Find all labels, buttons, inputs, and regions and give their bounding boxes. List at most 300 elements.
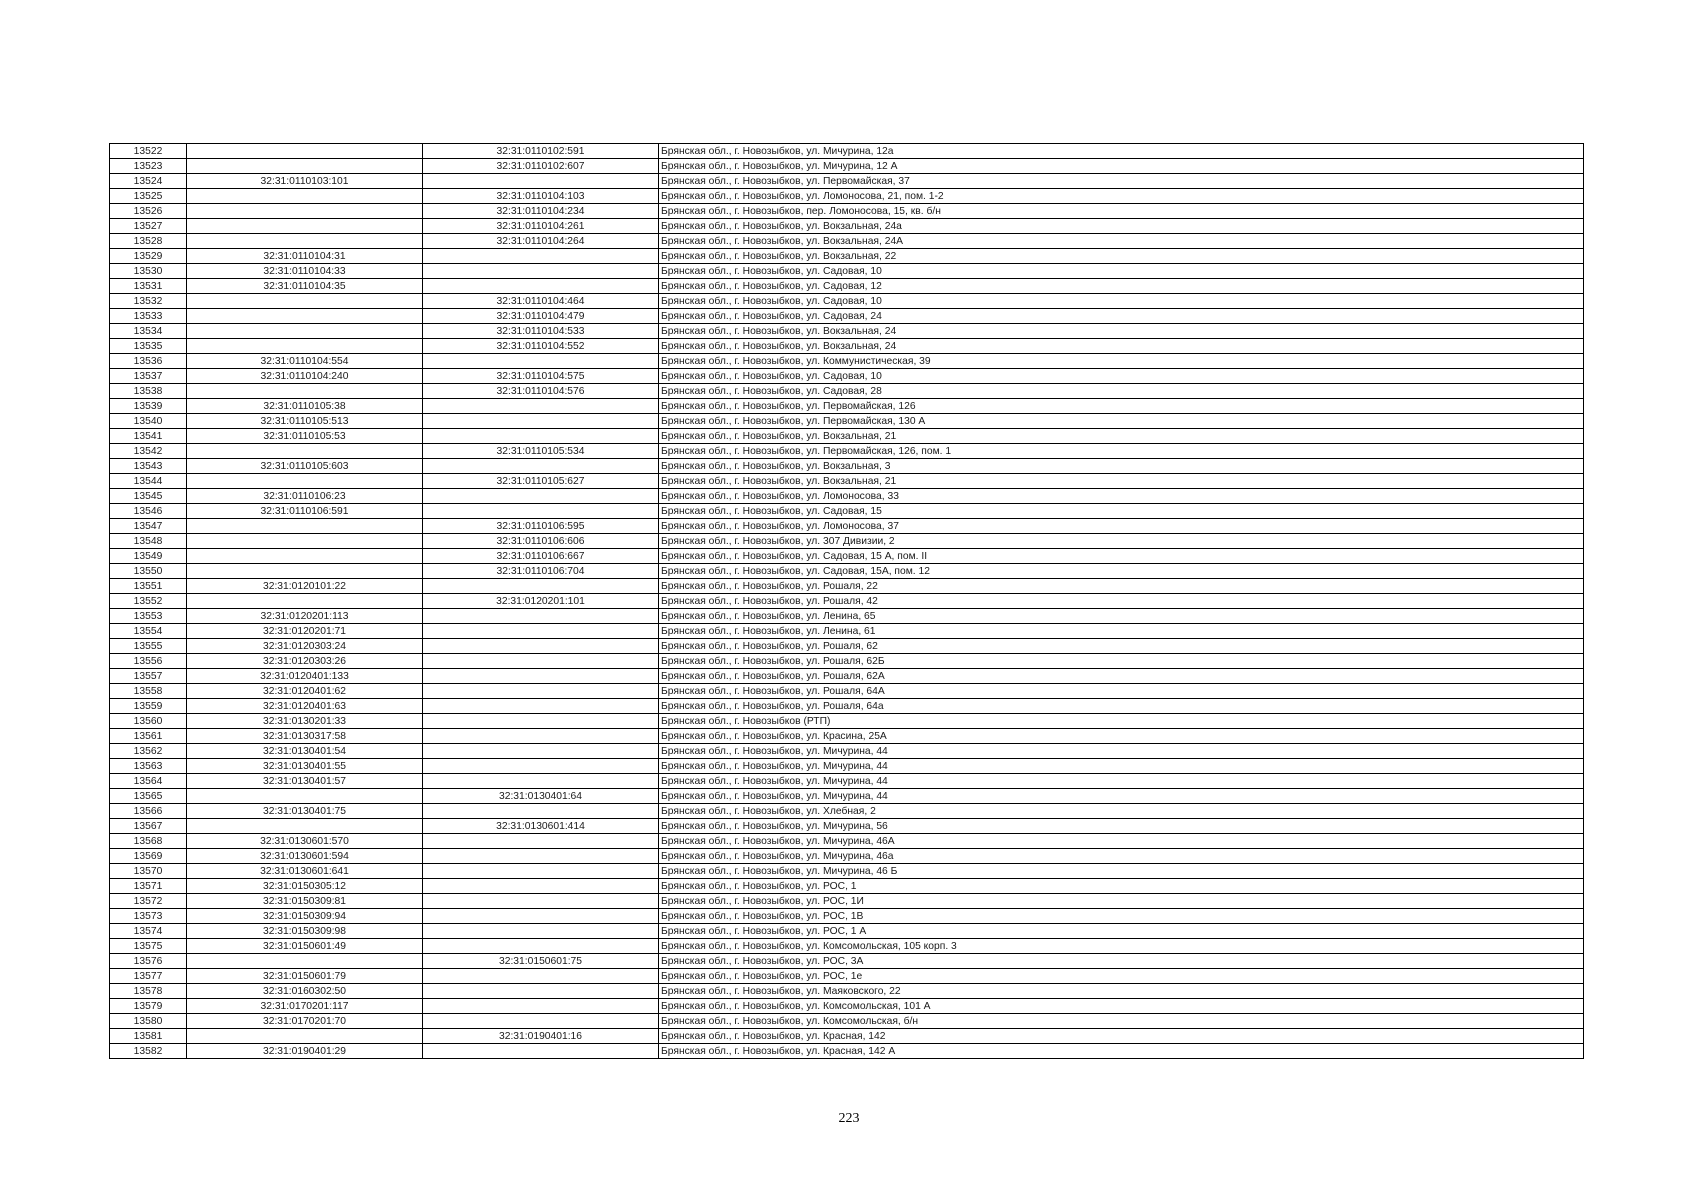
table-row xyxy=(110,879,1584,894)
table-row xyxy=(110,474,1584,489)
page-number: 223 xyxy=(838,1111,860,1126)
table-row xyxy=(110,249,1584,264)
address-cell: Брянская обл., г. Новозыбков, ул. Вокзальная, 24а xyxy=(659,219,1584,234)
cadastral-number-alt-cell: 32:31:0110104:575 xyxy=(423,369,659,384)
address-cell: Брянская обл., г. Новозыбков, ул. Ленина, 65 xyxy=(659,609,1584,624)
address-cell: Брянская обл., г. Новозыбков, ул. Мичурина, 46А xyxy=(659,834,1584,849)
address-cell: Брянская обл., г. Новозыбков, ул. Вокзальная, 21 xyxy=(659,474,1584,489)
cadastral-number-cell: 32:31:0150309:98 xyxy=(187,924,423,939)
row-number-cell: 13557 xyxy=(110,669,187,684)
cadastral-number-cell: 32:31:0130401:55 xyxy=(187,759,423,774)
cadastral-number-cell: 32:31:0130401:75 xyxy=(187,804,423,819)
cadastral-number-cell: 32:31:0130401:57 xyxy=(187,774,423,789)
cadastral-number-cell xyxy=(187,594,423,609)
row-number-cell: 13525 xyxy=(110,189,187,204)
cadastral-number-cell: 32:31:0130601:641 xyxy=(187,864,423,879)
cadastral-number-alt-cell: 32:31:0110104:552 xyxy=(423,339,659,354)
address-cell: Брянская обл., г. Новозыбков, ул. Садовая, 10 xyxy=(659,294,1584,309)
row-number-cell: 13573 xyxy=(110,909,187,924)
row-number-cell: 13577 xyxy=(110,969,187,984)
table-row xyxy=(110,564,1584,579)
cadastral-number-alt-cell: 32:31:0110104:533 xyxy=(423,324,659,339)
table-row xyxy=(110,924,1584,939)
cadastral-number-alt-cell xyxy=(423,774,659,789)
cadastral-number-alt-cell xyxy=(423,699,659,714)
address-cell: Брянская обл., г. Новозыбков, ул. Рошаля, 64А xyxy=(659,684,1584,699)
address-cell: Брянская обл., г. Новозыбков, ул. Садовая, 12 xyxy=(659,279,1584,294)
cadastral-number-alt-cell xyxy=(423,579,659,594)
cadastral-number-alt-cell xyxy=(423,414,659,429)
cadastral-number-cell xyxy=(187,519,423,534)
cadastral-number-alt-cell: 32:31:0110106:667 xyxy=(423,549,659,564)
cadastral-number-alt-cell xyxy=(423,879,659,894)
table-row xyxy=(110,159,1584,174)
cadastral-number-cell: 32:31:0110104:33 xyxy=(187,264,423,279)
table-row xyxy=(110,819,1584,834)
table-row xyxy=(110,969,1584,984)
cadastral-number-cell xyxy=(187,549,423,564)
cadastral-number-alt-cell: 32:31:0110102:591 xyxy=(423,144,659,159)
row-number-cell: 13574 xyxy=(110,924,187,939)
row-number-cell: 13564 xyxy=(110,774,187,789)
table-row xyxy=(110,429,1584,444)
cadastral-number-alt-cell xyxy=(423,684,659,699)
row-number-cell: 13551 xyxy=(110,579,187,594)
table-row xyxy=(110,699,1584,714)
table-row xyxy=(110,144,1584,159)
cadastral-number-cell: 32:31:0120401:62 xyxy=(187,684,423,699)
cadastral-number-alt-cell: 32:31:0110106:595 xyxy=(423,519,659,534)
address-cell: Брянская обл., г. Новозыбков, ул. Красина, 25А xyxy=(659,729,1584,744)
row-number-cell: 13542 xyxy=(110,444,187,459)
row-number-cell: 13556 xyxy=(110,654,187,669)
cadastral-number-cell: 32:31:0110105:38 xyxy=(187,399,423,414)
cadastral-number-cell: 32:31:0130201:33 xyxy=(187,714,423,729)
cadastral-number-alt-cell xyxy=(423,489,659,504)
table-row xyxy=(110,234,1584,249)
address-cell: Брянская обл., г. Новозыбков, ул. Первомайская, 37 xyxy=(659,174,1584,189)
row-number-cell: 13550 xyxy=(110,564,187,579)
table-row xyxy=(110,369,1584,384)
address-cell: Брянская обл., г. Новозыбков, ул. Комсомольская, 101 А xyxy=(659,999,1584,1014)
address-cell: Брянская обл., г. Новозыбков, ул. Ленина, 61 xyxy=(659,624,1584,639)
table-row xyxy=(110,444,1584,459)
cadastral-number-cell: 32:31:0110104:35 xyxy=(187,279,423,294)
address-cell: Брянская обл., г. Новозыбков, ул. Вокзальная, 3 xyxy=(659,459,1584,474)
cadastral-number-cell xyxy=(187,234,423,249)
cadastral-number-alt-cell xyxy=(423,864,659,879)
table-row xyxy=(110,954,1584,969)
address-cell: Брянская обл., г. Новозыбков, ул. Мичурина, 44 xyxy=(659,744,1584,759)
address-cell: Брянская обл., г. Новозыбков, ул. Первомайская, 126 xyxy=(659,399,1584,414)
address-cell: Брянская обл., г. Новозыбков, ул. Ломоносова, 21, пом. 1-2 xyxy=(659,189,1584,204)
address-cell: Брянская обл., г. Новозыбков, ул. РОС, 1И xyxy=(659,894,1584,909)
address-cell: Брянская обл., г. Новозыбков, ул. Садовая, 15 xyxy=(659,504,1584,519)
row-number-cell: 13582 xyxy=(110,1044,187,1059)
cadastral-number-cell: 32:31:0120303:26 xyxy=(187,654,423,669)
address-cell: Брянская обл., г. Новозыбков, ул. РОС, 1е xyxy=(659,969,1584,984)
row-number-cell: 13534 xyxy=(110,324,187,339)
table-row xyxy=(110,894,1584,909)
row-number-cell: 13552 xyxy=(110,594,187,609)
cadastral-number-alt-cell xyxy=(423,174,659,189)
cadastral-number-cell: 32:31:0130401:54 xyxy=(187,744,423,759)
address-cell: Брянская обл., г. Новозыбков, ул. Рошаля, 62А xyxy=(659,669,1584,684)
address-cell: Брянская обл., г. Новозыбков, ул. Маяковского, 22 xyxy=(659,984,1584,999)
address-cell: Брянская обл., г. Новозыбков, ул. Коммунистическая, 39 xyxy=(659,354,1584,369)
table-row xyxy=(110,414,1584,429)
cadastral-number-alt-cell xyxy=(423,714,659,729)
table-row xyxy=(110,174,1584,189)
cadastral-number-cell: 32:31:0190401:29 xyxy=(187,1044,423,1059)
cadastral-number-cell: 32:31:0110105:513 xyxy=(187,414,423,429)
cadastral-number-cell xyxy=(187,219,423,234)
table-row xyxy=(110,774,1584,789)
table-row xyxy=(110,459,1584,474)
table-row xyxy=(110,339,1584,354)
cadastral-number-alt-cell xyxy=(423,609,659,624)
table-row xyxy=(110,504,1584,519)
address-cell: Брянская обл., г. Новозыбков, ул. Рошаля, 64а xyxy=(659,699,1584,714)
row-number-cell: 13575 xyxy=(110,939,187,954)
table-row xyxy=(110,294,1584,309)
cadastral-number-alt-cell xyxy=(423,1014,659,1029)
row-number-cell: 13563 xyxy=(110,759,187,774)
row-number-cell: 13528 xyxy=(110,234,187,249)
cadastral-number-cell: 32:31:0110104:31 xyxy=(187,249,423,264)
table-row xyxy=(110,759,1584,774)
cadastral-number-alt-cell xyxy=(423,354,659,369)
table-row xyxy=(110,804,1584,819)
address-cell: Брянская обл., г. Новозыбков, ул. Ломоносова, 37 xyxy=(659,519,1584,534)
cadastral-number-alt-cell xyxy=(423,894,659,909)
address-cell: Брянская обл., г. Новозыбков, ул. Рошаля, 22 xyxy=(659,579,1584,594)
table-row xyxy=(110,909,1584,924)
cadastral-number-cell: 32:31:0130601:594 xyxy=(187,849,423,864)
row-number-cell: 13543 xyxy=(110,459,187,474)
address-cell: Брянская обл., г. Новозыбков, ул. Мичурина, 44 xyxy=(659,774,1584,789)
row-number-cell: 13546 xyxy=(110,504,187,519)
row-number-cell: 13522 xyxy=(110,144,187,159)
address-cell: Брянская обл., г. Новозыбков, ул. Рошаля, 62Б xyxy=(659,654,1584,669)
row-number-cell: 13579 xyxy=(110,999,187,1014)
address-cell: Брянская обл., г. Новозыбков, ул. Садовая, 15 А, пом. II xyxy=(659,549,1584,564)
address-cell: Брянская обл., г. Новозыбков, ул. Вокзальная, 22 xyxy=(659,249,1584,264)
row-number-cell: 13571 xyxy=(110,879,187,894)
cadastral-number-cell xyxy=(187,789,423,804)
table-row xyxy=(110,939,1584,954)
cadastral-number-cell xyxy=(187,144,423,159)
cadastral-number-alt-cell xyxy=(423,984,659,999)
address-cell: Брянская обл., г. Новозыбков, ул. Мичурина, 12а xyxy=(659,144,1584,159)
row-number-cell: 13560 xyxy=(110,714,187,729)
cadastral-number-alt-cell xyxy=(423,969,659,984)
cadastral-number-alt-cell xyxy=(423,459,659,474)
table-row xyxy=(110,1044,1584,1059)
cadastral-number-cell xyxy=(187,294,423,309)
cadastral-number-alt-cell: 32:31:0110106:606 xyxy=(423,534,659,549)
address-cell: Брянская обл., г. Новозыбков, ул. Красная, 142 А xyxy=(659,1044,1584,1059)
row-number-cell: 13566 xyxy=(110,804,187,819)
cadastral-number-cell xyxy=(187,384,423,399)
cadastral-number-alt-cell xyxy=(423,624,659,639)
cadastral-number-alt-cell: 32:31:0110102:607 xyxy=(423,159,659,174)
cadastral-number-alt-cell xyxy=(423,639,659,654)
table-row xyxy=(110,639,1584,654)
row-number-cell: 13559 xyxy=(110,699,187,714)
address-cell: Брянская обл., г. Новозыбков, ул. Рошаля, 62 xyxy=(659,639,1584,654)
row-number-cell: 13531 xyxy=(110,279,187,294)
row-number-cell: 13580 xyxy=(110,1014,187,1029)
address-cell: Брянская обл., г. Новозыбков, ул. Мичурина, 56 xyxy=(659,819,1584,834)
cadastral-number-alt-cell xyxy=(423,924,659,939)
table-row xyxy=(110,1014,1584,1029)
address-cell: Брянская обл., г. Новозыбков, ул. Хлебная, 2 xyxy=(659,804,1584,819)
address-cell: Брянская обл., г. Новозыбков, ул. Садовая, 10 xyxy=(659,264,1584,279)
row-number-cell: 13568 xyxy=(110,834,187,849)
cadastral-number-alt-cell xyxy=(423,264,659,279)
table-row xyxy=(110,1029,1584,1044)
table-row xyxy=(110,384,1584,399)
cadastral-number-alt-cell: 32:31:0110105:627 xyxy=(423,474,659,489)
row-number-cell: 13554 xyxy=(110,624,187,639)
address-cell: Брянская обл., г. Новозыбков, ул. Вокзальная, 24А xyxy=(659,234,1584,249)
table-row xyxy=(110,669,1584,684)
table-row xyxy=(110,594,1584,609)
table-row xyxy=(110,399,1584,414)
cadastral-number-alt-cell: 32:31:0110106:704 xyxy=(423,564,659,579)
address-cell: Брянская обл., г. Новозыбков, ул. Садовая, 24 xyxy=(659,309,1584,324)
cadastral-number-alt-cell: 32:31:0190401:16 xyxy=(423,1029,659,1044)
property-table-body xyxy=(110,144,1584,1059)
table-row xyxy=(110,189,1584,204)
cadastral-number-cell: 32:31:0150309:81 xyxy=(187,894,423,909)
row-number-cell: 13565 xyxy=(110,789,187,804)
table-row xyxy=(110,279,1584,294)
table-row xyxy=(110,219,1584,234)
row-number-cell: 13547 xyxy=(110,519,187,534)
cadastral-number-alt-cell xyxy=(423,399,659,414)
address-cell: Брянская обл., г. Новозыбков, ул. Вокзальная, 21 xyxy=(659,429,1584,444)
table-row xyxy=(110,549,1584,564)
row-number-cell: 13558 xyxy=(110,684,187,699)
cadastral-number-cell xyxy=(187,954,423,969)
cadastral-number-cell: 32:31:0150305:12 xyxy=(187,879,423,894)
cadastral-number-cell: 32:31:0150601:49 xyxy=(187,939,423,954)
address-cell: Брянская обл., г. Новозыбков, ул. Мичурина, 12 А xyxy=(659,159,1584,174)
property-table xyxy=(109,143,1584,1059)
address-cell: Брянская обл., г. Новозыбков, ул. РОС, 1В xyxy=(659,909,1584,924)
address-cell: Брянская обл., г. Новозыбков, ул. Мичурина, 46а xyxy=(659,849,1584,864)
cadastral-number-alt-cell xyxy=(423,429,659,444)
cadastral-number-alt-cell: 32:31:0110104:234 xyxy=(423,204,659,219)
cadastral-number-cell xyxy=(187,159,423,174)
table-row xyxy=(110,324,1584,339)
table-row xyxy=(110,519,1584,534)
cadastral-number-alt-cell xyxy=(423,279,659,294)
address-cell: Брянская обл., г. Новозыбков, ул. РОС, 1 А xyxy=(659,924,1584,939)
row-number-cell: 13549 xyxy=(110,549,187,564)
cadastral-number-alt-cell xyxy=(423,804,659,819)
cadastral-number-alt-cell xyxy=(423,249,659,264)
table-row xyxy=(110,849,1584,864)
cadastral-number-alt-cell xyxy=(423,729,659,744)
address-cell: Брянская обл., г. Новозыбков, ул. 307 Дивизии, 2 xyxy=(659,534,1584,549)
cadastral-number-cell xyxy=(187,339,423,354)
cadastral-number-alt-cell: 32:31:0120201:101 xyxy=(423,594,659,609)
row-number-cell: 13535 xyxy=(110,339,187,354)
table-row xyxy=(110,714,1584,729)
table-row xyxy=(110,609,1584,624)
address-cell: Брянская обл., г. Новозыбков, ул. Первомайская, 130 А xyxy=(659,414,1584,429)
cadastral-number-cell xyxy=(187,444,423,459)
row-number-cell: 13569 xyxy=(110,849,187,864)
row-number-cell: 13524 xyxy=(110,174,187,189)
cadastral-number-alt-cell xyxy=(423,834,659,849)
cadastral-number-alt-cell: 32:31:0110104:479 xyxy=(423,309,659,324)
cadastral-number-cell: 32:31:0170201:70 xyxy=(187,1014,423,1029)
table-row xyxy=(110,684,1584,699)
cadastral-number-cell xyxy=(187,819,423,834)
row-number-cell: 13555 xyxy=(110,639,187,654)
address-cell: Брянская обл., г. Новозыбков (РТП) xyxy=(659,714,1584,729)
cadastral-number-cell: 32:31:0150309:94 xyxy=(187,909,423,924)
table-row xyxy=(110,984,1584,999)
cadastral-number-alt-cell: 32:31:0110104:261 xyxy=(423,219,659,234)
cadastral-number-cell: 32:31:0120101:22 xyxy=(187,579,423,594)
cadastral-number-alt-cell xyxy=(423,1044,659,1059)
cadastral-number-cell: 32:31:0160302:50 xyxy=(187,984,423,999)
table-row xyxy=(110,354,1584,369)
row-number-cell: 13539 xyxy=(110,399,187,414)
table-row xyxy=(110,654,1584,669)
table-row xyxy=(110,834,1584,849)
row-number-cell: 13561 xyxy=(110,729,187,744)
row-number-cell: 13570 xyxy=(110,864,187,879)
cadastral-number-cell: 32:31:0120201:113 xyxy=(187,609,423,624)
cadastral-number-alt-cell xyxy=(423,849,659,864)
row-number-cell: 13581 xyxy=(110,1029,187,1044)
row-number-cell: 13567 xyxy=(110,819,187,834)
cadastral-number-alt-cell xyxy=(423,744,659,759)
cadastral-number-alt-cell: 32:31:0110104:103 xyxy=(423,189,659,204)
address-cell: Брянская обл., г. Новозыбков, ул. Садовая, 15А, пом. 12 xyxy=(659,564,1584,579)
cadastral-number-cell: 32:31:0120303:24 xyxy=(187,639,423,654)
address-cell: Брянская обл., г. Новозыбков, ул. Ломоносова, 33 xyxy=(659,489,1584,504)
cadastral-number-alt-cell xyxy=(423,909,659,924)
address-cell: Брянская обл., г. Новозыбков, ул. Садовая, 10 xyxy=(659,369,1584,384)
address-cell: Брянская обл., г. Новозыбков, ул. Вокзальная, 24 xyxy=(659,324,1584,339)
address-cell: Брянская обл., г. Новозыбков, ул. Комсомольская, б/н xyxy=(659,1014,1584,1029)
cadastral-number-cell: 32:31:0110104:554 xyxy=(187,354,423,369)
table-row xyxy=(110,204,1584,219)
cadastral-number-cell: 32:31:0130317:58 xyxy=(187,729,423,744)
cadastral-number-cell xyxy=(187,324,423,339)
row-number-cell: 13526 xyxy=(110,204,187,219)
table-row xyxy=(110,789,1584,804)
table-row xyxy=(110,624,1584,639)
row-number-cell: 13540 xyxy=(110,414,187,429)
row-number-cell: 13578 xyxy=(110,984,187,999)
address-cell: Брянская обл., г. Новозыбков, ул. РОС, 1 xyxy=(659,879,1584,894)
address-cell: Брянская обл., г. Новозыбков, ул. Мичурина, 44 xyxy=(659,759,1584,774)
cadastral-number-alt-cell: 32:31:0130401:64 xyxy=(423,789,659,804)
cadastral-number-alt-cell: 32:31:0110104:464 xyxy=(423,294,659,309)
cadastral-number-alt-cell: 32:31:0110104:264 xyxy=(423,234,659,249)
row-number-cell: 13533 xyxy=(110,309,187,324)
cadastral-number-alt-cell xyxy=(423,654,659,669)
cadastral-number-cell: 32:31:0150601:79 xyxy=(187,969,423,984)
table-row xyxy=(110,744,1584,759)
cadastral-number-cell xyxy=(187,189,423,204)
table-row xyxy=(110,729,1584,744)
cadastral-number-alt-cell xyxy=(423,759,659,774)
cadastral-number-cell xyxy=(187,534,423,549)
address-cell: Брянская обл., г. Новозыбков, ул. Первомайская, 126, пом. 1 xyxy=(659,444,1584,459)
address-cell: Брянская обл., г. Новозыбков, ул. Рошаля, 42 xyxy=(659,594,1584,609)
address-cell: Брянская обл., г. Новозыбков, ул. Садовая, 28 xyxy=(659,384,1584,399)
cadastral-number-cell: 32:31:0110105:603 xyxy=(187,459,423,474)
row-number-cell: 13537 xyxy=(110,369,187,384)
address-cell: Брянская обл., г. Новозыбков, пер. Ломоносова, 15, кв. б/н xyxy=(659,204,1584,219)
row-number-cell: 13529 xyxy=(110,249,187,264)
cadastral-number-cell xyxy=(187,474,423,489)
cadastral-number-alt-cell xyxy=(423,939,659,954)
cadastral-number-cell: 32:31:0110103:101 xyxy=(187,174,423,189)
row-number-cell: 13572 xyxy=(110,894,187,909)
row-number-cell: 13541 xyxy=(110,429,187,444)
table-row xyxy=(110,534,1584,549)
row-number-cell: 13530 xyxy=(110,264,187,279)
table-row xyxy=(110,999,1584,1014)
row-number-cell: 13523 xyxy=(110,159,187,174)
cadastral-number-alt-cell: 32:31:0110104:576 xyxy=(423,384,659,399)
cadastral-number-cell: 32:31:0110106:591 xyxy=(187,504,423,519)
address-cell: Брянская обл., г. Новозыбков, ул. Комсомольская, 105 корп. 3 xyxy=(659,939,1584,954)
cadastral-number-cell xyxy=(187,1029,423,1044)
cadastral-number-cell: 32:31:0110104:240 xyxy=(187,369,423,384)
row-number-cell: 13532 xyxy=(110,294,187,309)
table-row xyxy=(110,264,1584,279)
row-number-cell: 13562 xyxy=(110,744,187,759)
cadastral-number-cell xyxy=(187,309,423,324)
cadastral-number-cell: 32:31:0170201:117 xyxy=(187,999,423,1014)
cadastral-number-alt-cell xyxy=(423,999,659,1014)
address-cell: Брянская обл., г. Новозыбков, ул. Мичурина, 44 xyxy=(659,789,1584,804)
row-number-cell: 13576 xyxy=(110,954,187,969)
cadastral-number-cell xyxy=(187,204,423,219)
row-number-cell: 13538 xyxy=(110,384,187,399)
address-cell: Брянская обл., г. Новозыбков, ул. Красная, 142 xyxy=(659,1029,1584,1044)
table-row xyxy=(110,864,1584,879)
row-number-cell: 13527 xyxy=(110,219,187,234)
row-number-cell: 13544 xyxy=(110,474,187,489)
row-number-cell: 13553 xyxy=(110,609,187,624)
address-cell: Брянская обл., г. Новозыбков, ул. Вокзальная, 24 xyxy=(659,339,1584,354)
cadastral-number-cell xyxy=(187,564,423,579)
row-number-cell: 13545 xyxy=(110,489,187,504)
address-cell: Брянская обл., г. Новозыбков, ул. РОС, 3А xyxy=(659,954,1584,969)
cadastral-number-cell: 32:31:0120401:63 xyxy=(187,699,423,714)
cadastral-number-cell: 32:31:0120201:71 xyxy=(187,624,423,639)
cadastral-number-cell: 32:31:0110105:53 xyxy=(187,429,423,444)
cadastral-number-alt-cell xyxy=(423,669,659,684)
address-cell: Брянская обл., г. Новозыбков, ул. Мичурина, 46 Б xyxy=(659,864,1584,879)
table-row xyxy=(110,579,1584,594)
cadastral-number-cell: 32:31:0120401:133 xyxy=(187,669,423,684)
table-row xyxy=(110,489,1584,504)
cadastral-number-alt-cell: 32:31:0150601:75 xyxy=(423,954,659,969)
